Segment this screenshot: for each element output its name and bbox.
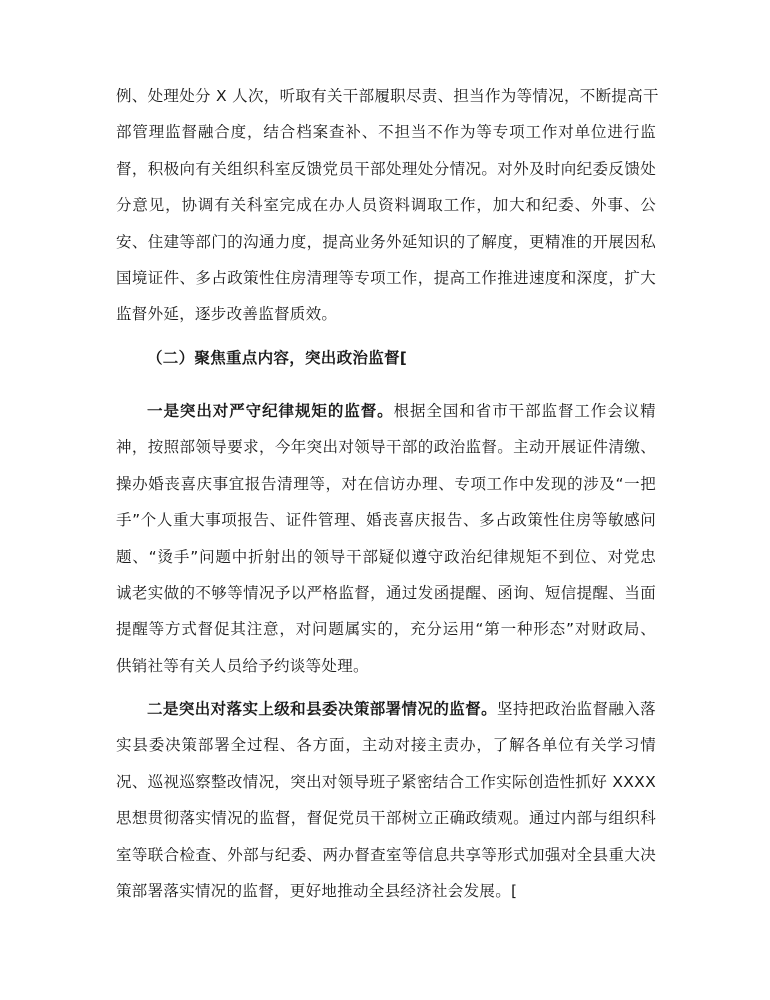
text-line: 题、“烫手”问题中折射出的领导干部疑似遵守政治纪律规矩不到位、对党忠 xyxy=(116,547,656,566)
text-line: 室等联合检查、外部与纪委、两办督查室等信息共享等形式加强对全县重大决 xyxy=(116,845,656,864)
text-line: 况、巡视巡察整改情况，突出对领导班子紧密结合工作实际创造性抓好 XXXX xyxy=(116,772,656,791)
text-run: 坚持把政治监督融入落 xyxy=(497,700,656,718)
text-line: 操办婚丧喜庆事宜报告清理等，对在信访办理、专项工作中发现的涉及“一把 xyxy=(116,474,656,493)
text-line: 分意见，协调有关科室完成在办人员资料调取工作，加大和纪委、外事、公 xyxy=(116,196,656,215)
text-line xyxy=(116,393,656,429)
text-line: 部管理监督融合度，结合档案查补、不担当不作为等专项工作对单位进行监 xyxy=(116,123,656,142)
text-line: 安、住建等部门的沟通力度，提高业务外延知识的了解度，更精准的开展因私 xyxy=(116,232,656,251)
text-run: 根据全国和省市干部监督工作会议精 xyxy=(393,402,656,420)
bold-lead: 二是突出对落实上级和县委决策部署情况的监督。 xyxy=(147,700,497,718)
text-line: 思想贯彻落实情况的监督，督促党员干部树立正确政绩观。通过内部与组织科 xyxy=(116,809,656,828)
text-line: 手”个人重大事项报告、证件管理、婚丧喜庆报告、多占政策性住房等敏感问 xyxy=(116,511,656,530)
text-line: 例、处理处分 X 人次，听取有关干部履职尽责、担当作为等情况，不断提高干 xyxy=(116,87,659,105)
text-line: 监督外延，逐步改善监督质效。 xyxy=(116,305,338,324)
text-line: 督，积极向有关组织科室反馈党员干部处理处分情况。对外及时向纪委反馈处 xyxy=(116,159,656,178)
text-line xyxy=(116,691,656,727)
bold-lead: 一是突出对严守纪律规矩的监督。 xyxy=(147,402,394,420)
text-line: 神，按照部领导要求，今年突出对领导干部的政治监督。主动开展证件清缴、 xyxy=(116,438,656,457)
section-heading: （二）聚焦重点内容，突出政治监督[ xyxy=(147,349,408,367)
paragraph-decision-supervision xyxy=(116,691,656,909)
text-line: 诚老实做的不够等情况予以严格监督，通过发函提醒、函询、短信提醒、当面 xyxy=(116,584,656,603)
text-line: 提醒等方式督促其注意，对问题属实的，充分运用“第一种形态”对财政局、 xyxy=(116,620,656,639)
paragraph-personnel-supervision xyxy=(116,78,659,333)
text-line: 策部署落实情况的监督，更好地推动全县经济社会发展。[ xyxy=(116,882,518,901)
text-line: 供销社等有关人员给予约谈等处理。 xyxy=(116,656,369,675)
text-line: 国境证件、多占政策性住房清理等专项工作，提高工作推进速度和深度，扩大 xyxy=(116,269,656,288)
paragraph-discipline-supervision xyxy=(116,393,656,684)
text-line: 实县委决策部署全过程、各方面，主动对接主责办，了解各单位有关学习情 xyxy=(116,736,656,755)
